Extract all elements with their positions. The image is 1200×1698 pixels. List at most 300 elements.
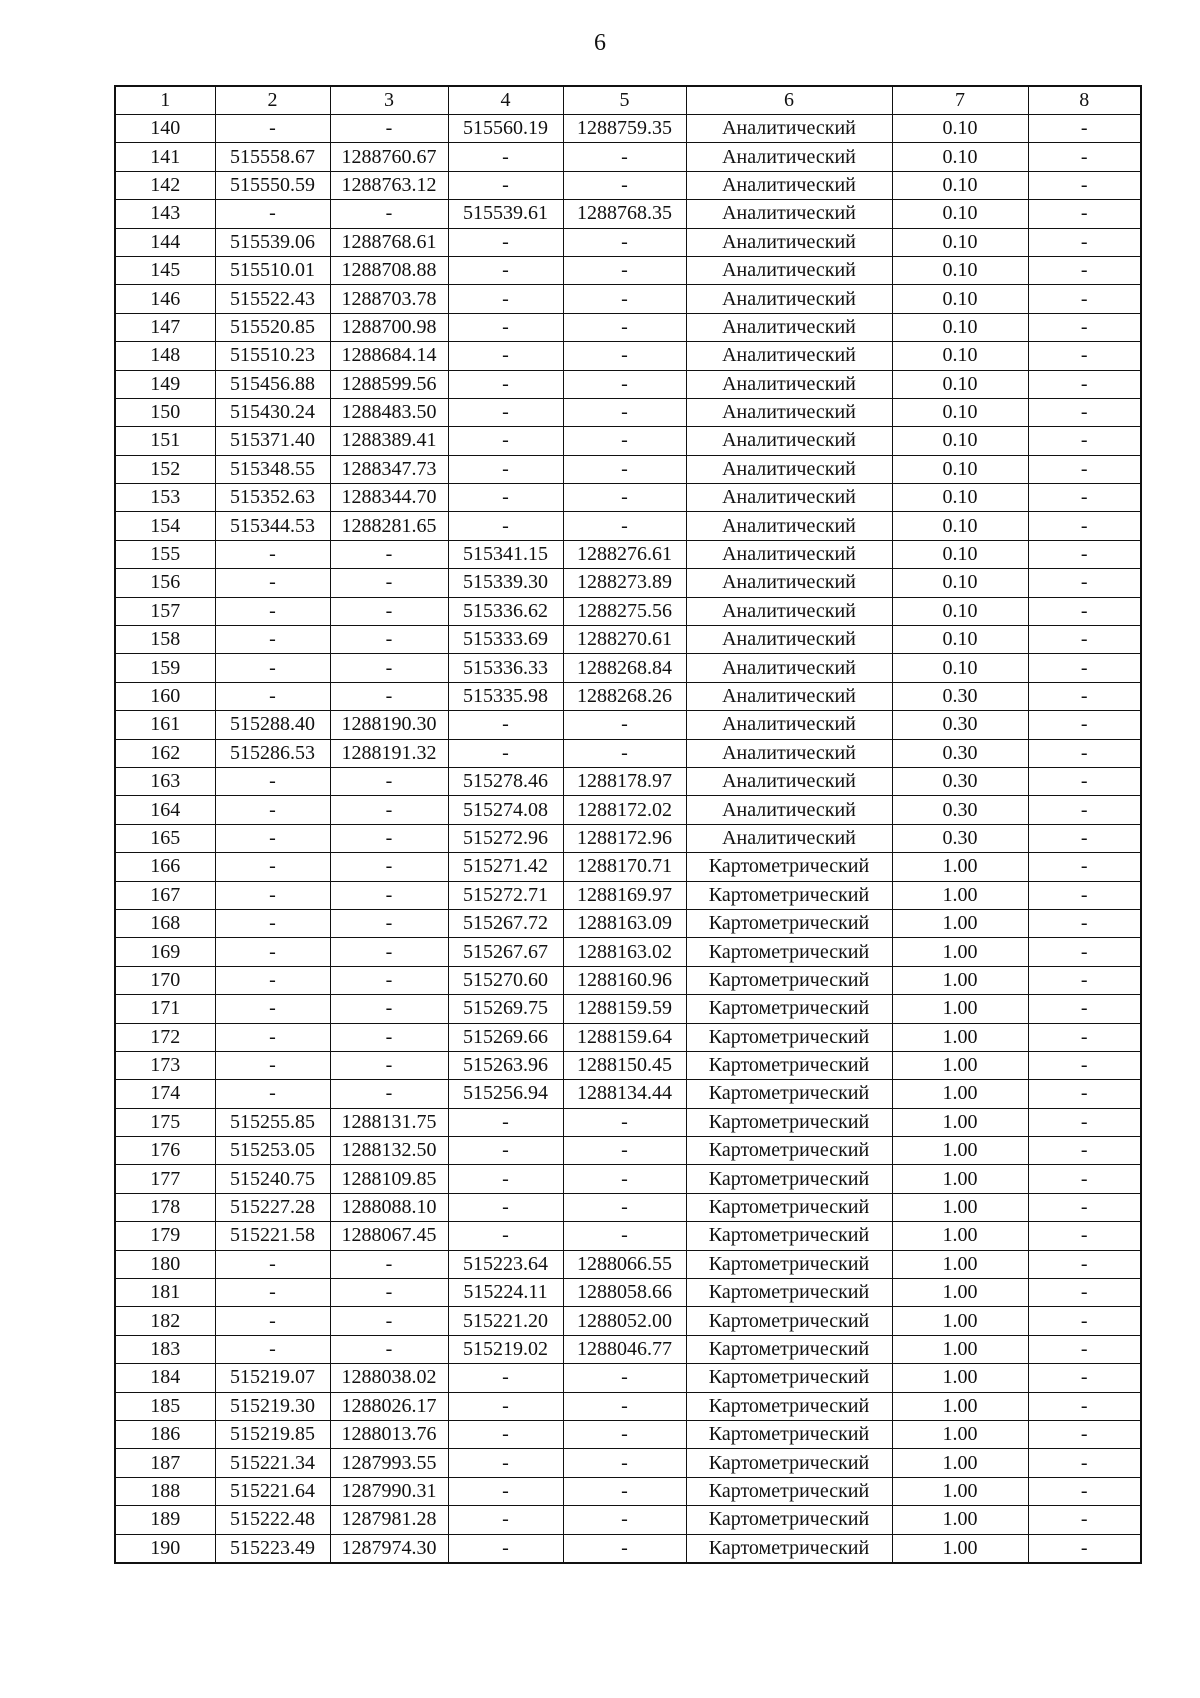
cell-y-coordinate-new: 1288268.84 [563,654,686,682]
cell-method: Аналитический [686,569,892,597]
cell-y-coordinate-old: - [330,569,448,597]
cell-y-coordinate-new: - [563,256,686,284]
cell-accuracy: 1.00 [892,1392,1028,1420]
cell-y-coordinate-old: 1288109.85 [330,1165,448,1193]
cell-point-number: 171 [115,995,215,1023]
cell-y-coordinate-old: - [330,824,448,852]
cell-y-coordinate-old: - [330,966,448,994]
cell-x-coordinate-new: - [448,711,563,739]
cell-x-coordinate-new: - [448,1449,563,1477]
cell-x-coordinate-new: - [448,143,563,171]
cell-point-number: 160 [115,682,215,710]
cell-method: Картометрический [686,1420,892,1448]
cell-y-coordinate-new: - [563,171,686,199]
cell-accuracy: 1.00 [892,1137,1028,1165]
cell-y-coordinate-new: 1288178.97 [563,767,686,795]
cell-note: - [1028,256,1141,284]
cell-x-coordinate-old: 515348.55 [215,455,330,483]
cell-x-coordinate-new: - [448,484,563,512]
cell-method: Картометрический [686,1193,892,1221]
cell-y-coordinate-new: - [563,1364,686,1392]
cell-note: - [1028,228,1141,256]
cell-x-coordinate-new: - [448,427,563,455]
cell-y-coordinate-old: 1288131.75 [330,1108,448,1136]
table-row [115,1477,1141,1505]
column-header-6: 6 [686,86,892,115]
cell-point-number: 159 [115,654,215,682]
cell-point-number: 148 [115,342,215,370]
cell-accuracy: 0.10 [892,484,1028,512]
cell-accuracy: 1.00 [892,938,1028,966]
cell-method: Аналитический [686,597,892,625]
cell-x-coordinate-new: - [448,285,563,313]
cell-x-coordinate-new: - [448,313,563,341]
cell-y-coordinate-old: - [330,881,448,909]
cell-x-coordinate-old: 515510.23 [215,342,330,370]
cell-accuracy: 0.10 [892,171,1028,199]
cell-note: - [1028,398,1141,426]
cell-accuracy: 1.00 [892,1222,1028,1250]
cell-x-coordinate-old: - [215,1307,330,1335]
table-row [115,938,1141,966]
cell-y-coordinate-old: 1288768.61 [330,228,448,256]
cell-y-coordinate-old: - [330,853,448,881]
cell-note: - [1028,370,1141,398]
cell-note: - [1028,824,1141,852]
cell-x-coordinate-new: 515560.19 [448,115,563,143]
table-row [115,767,1141,795]
cell-y-coordinate-new: 1288273.89 [563,569,686,597]
table-row [115,484,1141,512]
table-row [115,1506,1141,1534]
cell-point-number: 182 [115,1307,215,1335]
cell-note: - [1028,995,1141,1023]
cell-x-coordinate-new: 515269.75 [448,995,563,1023]
cell-y-coordinate-old: 1287974.30 [330,1534,448,1563]
cell-accuracy: 0.30 [892,796,1028,824]
cell-y-coordinate-new: - [563,1222,686,1250]
cell-x-coordinate-old: - [215,909,330,937]
cell-x-coordinate-old: 515219.85 [215,1420,330,1448]
cell-note: - [1028,1477,1141,1505]
cell-method: Аналитический [686,654,892,682]
cell-y-coordinate-old: - [330,1279,448,1307]
cell-note: - [1028,1534,1141,1563]
cell-accuracy: 0.30 [892,711,1028,739]
cell-method: Картометрический [686,853,892,881]
table-row [115,1137,1141,1165]
cell-accuracy: 0.10 [892,228,1028,256]
cell-x-coordinate-old: 515344.53 [215,512,330,540]
table-row [115,597,1141,625]
cell-method: Картометрический [686,938,892,966]
cell-note: - [1028,1080,1141,1108]
cell-y-coordinate-old: 1288281.65 [330,512,448,540]
cell-y-coordinate-old: 1288013.76 [330,1420,448,1448]
cell-x-coordinate-old: 515550.59 [215,171,330,199]
cell-x-coordinate-old: 515520.85 [215,313,330,341]
cell-y-coordinate-new: - [563,143,686,171]
cell-x-coordinate-old: 515240.75 [215,1165,330,1193]
cell-note: - [1028,171,1141,199]
cell-y-coordinate-old: 1287981.28 [330,1506,448,1534]
cell-method: Аналитический [686,398,892,426]
cell-accuracy: 0.10 [892,285,1028,313]
cell-x-coordinate-new: 515272.96 [448,824,563,852]
cell-method: Картометрический [686,1279,892,1307]
cell-note: - [1028,1023,1141,1051]
cell-y-coordinate-old: 1288760.67 [330,143,448,171]
cell-point-number: 170 [115,966,215,994]
cell-note: - [1028,115,1141,143]
table-row [115,1449,1141,1477]
cell-y-coordinate-old: 1288763.12 [330,171,448,199]
cell-point-number: 162 [115,739,215,767]
cell-point-number: 144 [115,228,215,256]
table-row [115,1023,1141,1051]
cell-note: - [1028,569,1141,597]
table-row [115,200,1141,228]
cell-y-coordinate-new: 1288768.35 [563,200,686,228]
cell-y-coordinate-new: 1288276.61 [563,540,686,568]
cell-x-coordinate-new: - [448,256,563,284]
table-row [115,313,1141,341]
cell-x-coordinate-old: - [215,995,330,1023]
cell-accuracy: 0.10 [892,200,1028,228]
cell-note: - [1028,739,1141,767]
cell-method: Картометрический [686,1051,892,1079]
table-row [115,626,1141,654]
cell-method: Аналитический [686,228,892,256]
cell-y-coordinate-old: - [330,995,448,1023]
cell-accuracy: 0.30 [892,739,1028,767]
cell-y-coordinate-old: 1288708.88 [330,256,448,284]
cell-method: Картометрический [686,1137,892,1165]
cell-method: Картометрический [686,1080,892,1108]
cell-accuracy: 1.00 [892,1250,1028,1278]
cell-y-coordinate-new: 1288163.09 [563,909,686,937]
cell-x-coordinate-new: 515333.69 [448,626,563,654]
cell-accuracy: 0.10 [892,540,1028,568]
cell-x-coordinate-old: - [215,853,330,881]
cell-x-coordinate-new: - [448,1506,563,1534]
cell-x-coordinate-new: 515341.15 [448,540,563,568]
cell-method: Аналитический [686,682,892,710]
cell-y-coordinate-new: - [563,1477,686,1505]
cell-y-coordinate-new: 1288159.64 [563,1023,686,1051]
table-row [115,285,1141,313]
cell-x-coordinate-old: - [215,1080,330,1108]
cell-note: - [1028,767,1141,795]
cell-point-number: 145 [115,256,215,284]
cell-x-coordinate-new: 515267.72 [448,909,563,937]
cell-note: - [1028,1506,1141,1534]
cell-point-number: 180 [115,1250,215,1278]
cell-x-coordinate-new: - [448,1392,563,1420]
cell-x-coordinate-old: - [215,1051,330,1079]
cell-point-number: 152 [115,455,215,483]
cell-x-coordinate-new: 515256.94 [448,1080,563,1108]
cell-note: - [1028,313,1141,341]
cell-note: - [1028,1165,1141,1193]
cell-y-coordinate-old: 1288038.02 [330,1364,448,1392]
cell-accuracy: 1.00 [892,1279,1028,1307]
cell-y-coordinate-new: - [563,1108,686,1136]
cell-note: - [1028,682,1141,710]
cell-y-coordinate-new: 1288275.56 [563,597,686,625]
cell-y-coordinate-new: 1288159.59 [563,995,686,1023]
cell-x-coordinate-new: - [448,1534,563,1563]
cell-y-coordinate-new: 1288169.97 [563,881,686,909]
cell-point-number: 147 [115,313,215,341]
cell-x-coordinate-old: 515371.40 [215,427,330,455]
cell-note: - [1028,1108,1141,1136]
table-row [115,824,1141,852]
table-body [115,115,1141,1563]
table-row [115,1222,1141,1250]
cell-point-number: 185 [115,1392,215,1420]
cell-y-coordinate-new: 1288170.71 [563,853,686,881]
cell-accuracy: 1.00 [892,1534,1028,1563]
table-row [115,853,1141,881]
cell-y-coordinate-new: - [563,739,686,767]
cell-point-number: 169 [115,938,215,966]
cell-x-coordinate-new: - [448,1477,563,1505]
cell-method: Аналитический [686,143,892,171]
cell-method: Картометрический [686,909,892,937]
cell-accuracy: 0.10 [892,342,1028,370]
table-row [115,455,1141,483]
cell-method: Картометрический [686,966,892,994]
cell-method: Аналитический [686,200,892,228]
cell-note: - [1028,654,1141,682]
cell-x-coordinate-new: - [448,1137,563,1165]
cell-x-coordinate-old: 515352.63 [215,484,330,512]
cell-accuracy: 0.30 [892,824,1028,852]
cell-accuracy: 0.10 [892,455,1028,483]
cell-x-coordinate-old: 515255.85 [215,1108,330,1136]
cell-y-coordinate-old: 1288191.32 [330,739,448,767]
table-row [115,540,1141,568]
cell-y-coordinate-new: - [563,1165,686,1193]
table-row [115,256,1141,284]
cell-point-number: 172 [115,1023,215,1051]
cell-point-number: 157 [115,597,215,625]
cell-x-coordinate-new: - [448,398,563,426]
cell-method: Картометрический [686,1364,892,1392]
cell-y-coordinate-new: - [563,313,686,341]
cell-method: Аналитический [686,370,892,398]
cell-method: Аналитический [686,115,892,143]
cell-x-coordinate-new: 515336.33 [448,654,563,682]
cell-y-coordinate-old: 1288347.73 [330,455,448,483]
cell-point-number: 188 [115,1477,215,1505]
cell-note: - [1028,427,1141,455]
cell-point-number: 166 [115,853,215,881]
cell-accuracy: 0.10 [892,569,1028,597]
table-row [115,1534,1141,1563]
cell-y-coordinate-new: - [563,512,686,540]
table-row [115,1279,1141,1307]
table-row [115,796,1141,824]
table-row [115,1307,1141,1335]
table-row [115,1080,1141,1108]
cell-y-coordinate-new: - [563,1449,686,1477]
cell-x-coordinate-old: 515456.88 [215,370,330,398]
cell-method: Аналитический [686,512,892,540]
cell-accuracy: 1.00 [892,1420,1028,1448]
cell-y-coordinate-old: 1288067.45 [330,1222,448,1250]
cell-x-coordinate-old: 515219.30 [215,1392,330,1420]
cell-x-coordinate-new: - [448,1108,563,1136]
cell-y-coordinate-new: 1288268.26 [563,682,686,710]
cell-method: Аналитический [686,739,892,767]
cell-accuracy: 0.10 [892,256,1028,284]
cell-note: - [1028,626,1141,654]
cell-x-coordinate-old: 515221.58 [215,1222,330,1250]
cell-point-number: 142 [115,171,215,199]
cell-x-coordinate-old: - [215,767,330,795]
cell-method: Аналитический [686,427,892,455]
cell-x-coordinate-new: 515278.46 [448,767,563,795]
cell-accuracy: 0.10 [892,626,1028,654]
cell-accuracy: 1.00 [892,1307,1028,1335]
cell-y-coordinate-new: 1288058.66 [563,1279,686,1307]
cell-method: Картометрический [686,1392,892,1420]
cell-x-coordinate-new: 515219.02 [448,1335,563,1363]
table-row [115,143,1141,171]
cell-x-coordinate-new: 515263.96 [448,1051,563,1079]
cell-x-coordinate-new: 515269.66 [448,1023,563,1051]
cell-x-coordinate-old: - [215,654,330,682]
cell-method: Аналитический [686,285,892,313]
cell-note: - [1028,597,1141,625]
cell-note: - [1028,938,1141,966]
cell-accuracy: 1.00 [892,1080,1028,1108]
cell-x-coordinate-new: - [448,1364,563,1392]
cell-method: Картометрический [686,1449,892,1477]
cell-note: - [1028,853,1141,881]
cell-accuracy: 1.00 [892,1023,1028,1051]
cell-point-number: 146 [115,285,215,313]
cell-point-number: 140 [115,115,215,143]
cell-method: Картометрический [686,1023,892,1051]
cell-x-coordinate-new: 515339.30 [448,569,563,597]
cell-point-number: 163 [115,767,215,795]
cell-y-coordinate-new: - [563,398,686,426]
cell-y-coordinate-new: - [563,1193,686,1221]
table-row [115,881,1141,909]
cell-x-coordinate-old: - [215,1023,330,1051]
cell-point-number: 183 [115,1335,215,1363]
cell-x-coordinate-new: 515271.42 [448,853,563,881]
cell-x-coordinate-new: 515221.20 [448,1307,563,1335]
cell-x-coordinate-old: - [215,200,330,228]
table-row [115,512,1141,540]
cell-x-coordinate-old: - [215,597,330,625]
cell-x-coordinate-new: - [448,1193,563,1221]
table-row [115,1420,1141,1448]
cell-x-coordinate-old: 515253.05 [215,1137,330,1165]
cell-note: - [1028,143,1141,171]
cell-x-coordinate-new: - [448,342,563,370]
cell-x-coordinate-old: 515430.24 [215,398,330,426]
cell-accuracy: 1.00 [892,1193,1028,1221]
cell-note: - [1028,342,1141,370]
table-row [115,115,1141,143]
cell-method: Аналитический [686,824,892,852]
table-row [115,1051,1141,1079]
table-header [115,86,1141,115]
cell-y-coordinate-new: 1288172.96 [563,824,686,852]
cell-method: Картометрический [686,1477,892,1505]
cell-y-coordinate-new: 1288270.61 [563,626,686,654]
table-row [115,1250,1141,1278]
cell-y-coordinate-new: 1288066.55 [563,1250,686,1278]
cell-y-coordinate-old: - [330,909,448,937]
cell-y-coordinate-old: - [330,1307,448,1335]
cell-point-number: 175 [115,1108,215,1136]
cell-x-coordinate-new: - [448,171,563,199]
cell-method: Картометрический [686,1335,892,1363]
cell-accuracy: 0.10 [892,370,1028,398]
cell-method: Аналитический [686,711,892,739]
cell-note: - [1028,1250,1141,1278]
cell-x-coordinate-new: 515223.64 [448,1250,563,1278]
cell-y-coordinate-old: - [330,1023,448,1051]
cell-note: - [1028,484,1141,512]
cell-y-coordinate-new: 1288134.44 [563,1080,686,1108]
page-number: 6 [594,30,606,56]
cell-x-coordinate-new: - [448,228,563,256]
cell-x-coordinate-old: 515510.01 [215,256,330,284]
cell-y-coordinate-old: 1288389.41 [330,427,448,455]
cell-y-coordinate-old: - [330,200,448,228]
cell-method: Картометрический [686,1222,892,1250]
table-row [115,682,1141,710]
cell-y-coordinate-new: 1288163.02 [563,938,686,966]
cell-accuracy: 1.00 [892,1364,1028,1392]
cell-x-coordinate-old: 515219.07 [215,1364,330,1392]
cell-note: - [1028,512,1141,540]
cell-y-coordinate-old: - [330,796,448,824]
cell-note: - [1028,966,1141,994]
cell-method: Аналитический [686,455,892,483]
cell-y-coordinate-new: - [563,484,686,512]
cell-x-coordinate-new: - [448,512,563,540]
cell-point-number: 167 [115,881,215,909]
column-header-3: 3 [330,86,448,115]
cell-method: Аналитический [686,540,892,568]
cell-point-number: 156 [115,569,215,597]
cell-note: - [1028,796,1141,824]
cell-x-coordinate-old: 515558.67 [215,143,330,171]
cell-y-coordinate-new: - [563,455,686,483]
cell-x-coordinate-old: - [215,1279,330,1307]
cell-x-coordinate-new: - [448,739,563,767]
cell-x-coordinate-old: - [215,1250,330,1278]
cell-accuracy: 0.10 [892,427,1028,455]
cell-method: Аналитический [686,342,892,370]
cell-accuracy: 0.10 [892,597,1028,625]
cell-note: - [1028,1279,1141,1307]
cell-y-coordinate-old: 1288344.70 [330,484,448,512]
table-row [115,966,1141,994]
cell-y-coordinate-new: - [563,711,686,739]
cell-point-number: 158 [115,626,215,654]
cell-point-number: 164 [115,796,215,824]
cell-method: Картометрический [686,1108,892,1136]
